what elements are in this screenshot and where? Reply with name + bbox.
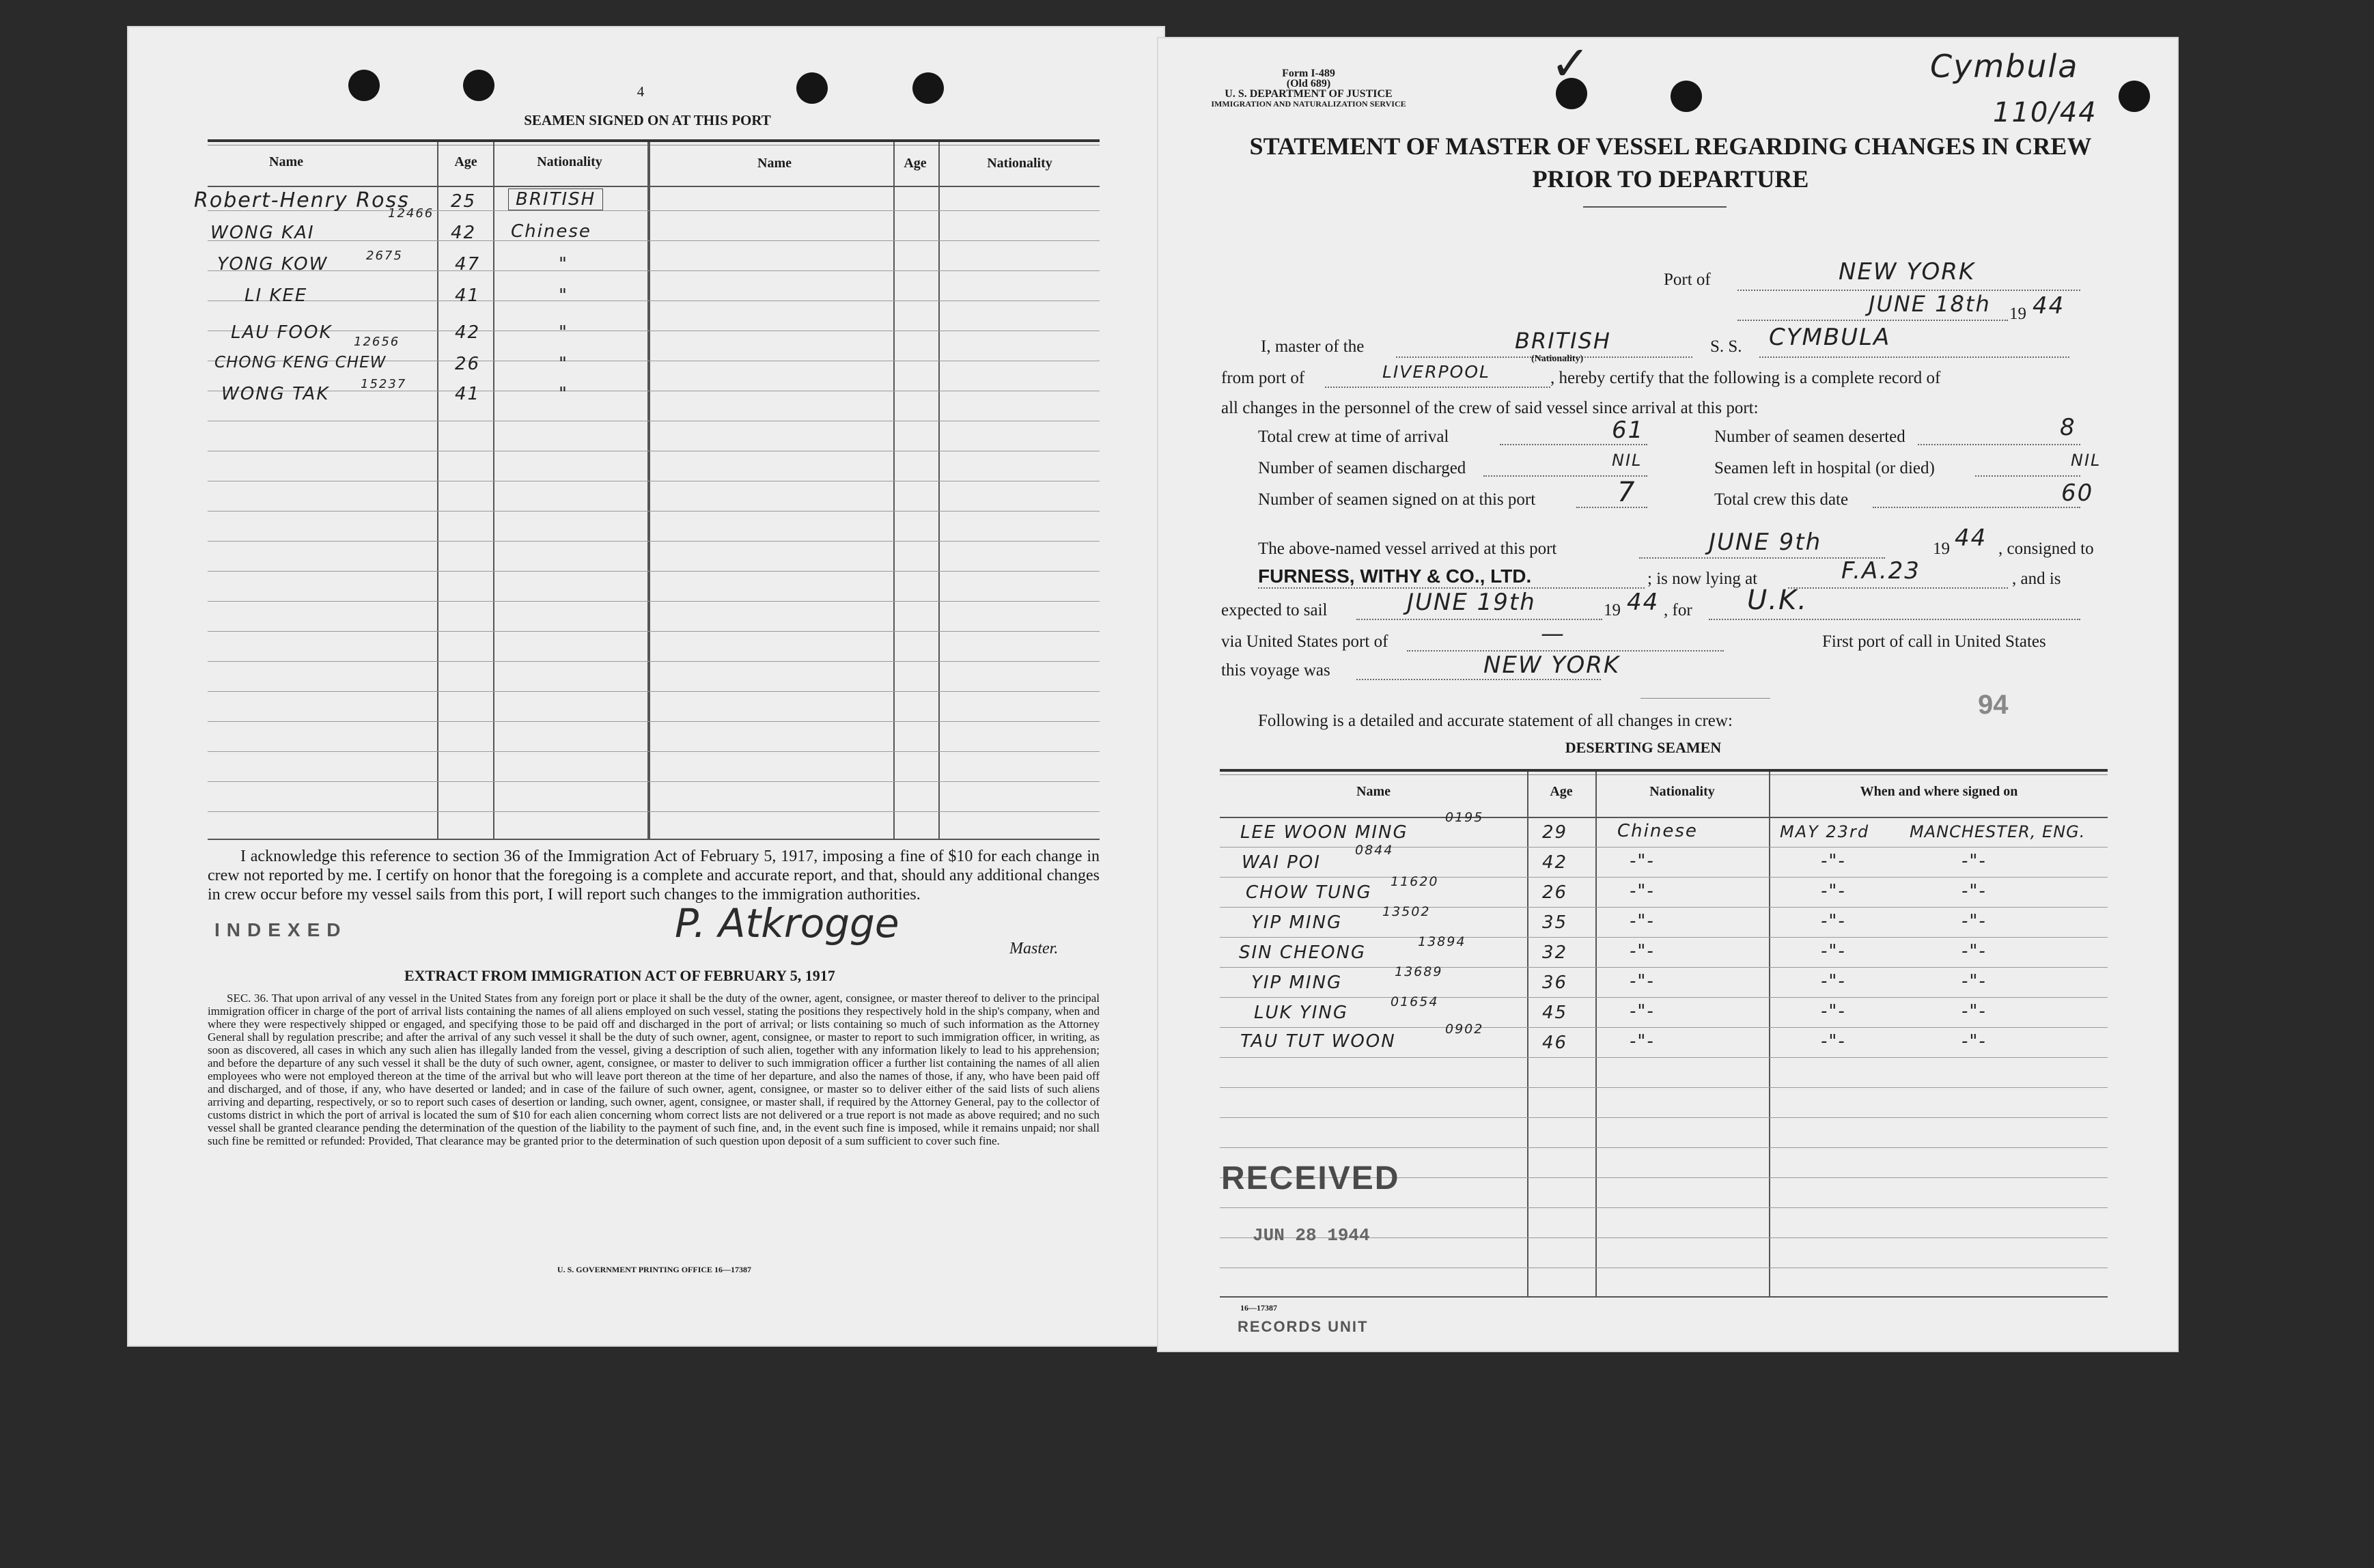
row-number: 0902 [1445,1022,1484,1037]
row-name: LUK YING [1254,1003,1348,1023]
records-unit: RECORDS UNIT [1238,1318,1369,1335]
row-number: 0844 [1355,843,1394,858]
row-age: 46 [1542,1033,1568,1053]
col-header-when-where: When and where signed on [1860,784,2018,799]
handwritten-code: 110/44 [1993,97,2097,128]
row-nationality: -"- [1630,971,1655,992]
row-when: -"- [1821,941,1846,962]
date-value: JUNE 18th [1869,291,1991,317]
year-value: 44 [2033,292,2065,320]
col-header-nationality: Nationality [537,154,602,169]
row-age: 25 [451,191,477,212]
row-name: WONG KAI [210,223,315,243]
row-age: 47 [455,254,481,275]
signed-on-title: SEAMEN SIGNED ON AT THIS PORT [524,112,771,128]
all-changes-text: all changes in the personnel of the crew of said vessel since arrival at this port: [1221,399,1759,417]
first-port-label: First port of call in United States [1822,632,2046,651]
row-nationality: Chinese [511,221,591,242]
consigned-label: , consigned to [1998,540,2094,558]
nationality-caption: (Nationality) [1531,354,1584,364]
row-nationality: " [559,322,568,343]
expected-year-prefix: 19 [1604,601,1621,619]
received-date: JUN 28 1944 [1253,1225,1370,1246]
acknowledgement-text: I acknowledge this reference to section 36 of the Immigration Act of February 5, 1917, imposing a fine of $10 for each change in crew not reported by me. I certify on honor that the foregoing is a complete and accurate report, and that, should any additional changes in crew occur before my vessel sails from this port, I will report such changes to the immigration authorities. [208,848,1100,904]
for-value: U.K. [1747,585,1808,616]
expected-label: expected to sail [1221,601,1328,619]
row-nationality: -"- [1630,881,1655,901]
row-nationality: -"- [1630,941,1655,962]
row-nationality: Chinese [1617,821,1698,841]
row-number: 12656 [354,335,400,349]
port-of-label: Port of [1664,270,1711,289]
row-number: 11620 [1391,874,1439,889]
row-age: 35 [1542,912,1568,933]
signed-on-value: 7 [1617,477,1636,508]
row-age: 42 [455,322,481,343]
and-is-label: , and is [2012,570,2061,588]
hospital-label: Seamen left in hospital (or died) [1714,459,1935,477]
master-label: Master. [1009,940,1059,957]
form-old: (Old 689) [1286,78,1331,89]
row-age: 36 [1542,972,1568,993]
col-header-name-2: Name [757,156,792,171]
punch-hole [463,70,494,101]
row-name: CHONG KENG CHEW [214,354,387,372]
row-when: -"- [1821,911,1846,932]
row-where: -"- [1961,911,1987,932]
hospital-value: NIL [2071,451,2101,470]
this-voyage-label: this voyage was [1221,661,1330,680]
lying-value: F.A.23 [1841,557,1921,585]
right-page [1158,38,2177,1351]
row-number: 15237 [361,377,407,391]
expected-value: JUNE 19th [1407,589,1536,616]
page-mark: 94 [1978,690,2009,720]
for-label: , for [1664,601,1692,619]
from-port-label: from port of [1221,369,1305,387]
arrived-value: JUNE 9th [1709,529,1822,556]
arrived-year: 44 [1955,524,1987,552]
expected-year: 44 [1627,589,1660,616]
extract-text: SEC. 36. That upon arrival of any vessel in the United States from any foreign port or place it shall be the duty of the owner, agent, consignee, or master thereof to deliver to the principal immigration officer in charge of the port of arrival lists containing the names of all aliens employed on such vessel, stating the positions they respectively hold in the ship's company, when and where they were respectively shipped or engaged, and specifying those to be paid off and discharged in the port of arrival; or lists containing so much of such information as the Attorney General shall by regulation prescribe; and after the arrival of any such vessel it shall be the duty of such owner, agent, consignee, or master to report to such immigration officer, in writing, as soon as discovered, all cases in which any such alien has illegally landed from the vessel, giving a description of such alien, together with any information likely to lead to his apprehension; and before the departure of any such vessel it shall be the duty of such owner, agent, consignee, or master to deliver to such immigration officer a further list containing the names of all alien employees who were not employed thereon at the time of the arrival but who will leave port thereon at the time of her departure, and also the names of those, if any, who have been paid off and discharged, and of those, if any, who have deserted or landed; and in case of the failure of such owner, agent, consignee, or master so to deliver either of the said lists of such aliens arriving and departing, respectively, or so to report such cases of desertion or landing, such owner, agent, consignee, or master shall, if required by the Attorney General, pay to the collector of customs district in which the port of arrival is located the sum of $10 for each alien concerning whom correct lists are not delivered or a true report is not made as above required; and no such vessel shall be granted clearance pending the determination of the question of the liability to the payment of such fine, and, in the event such fine is imposed, while it remains unpaid; nor shall such fine be remitted or refunded: Provided, That clearance may be granted prior to the determination of such question upon deposit of a sum sufficient to cover such fine. [208,992,1100,1147]
row-nationality: " [559,285,568,306]
deserted-value: 8 [2060,414,2076,441]
row-when: -"- [1821,1001,1846,1022]
punch-hole [2119,81,2150,112]
left-page [128,27,1164,1345]
row-number: 12466 [388,206,434,221]
col-header-age: Age [454,154,477,169]
row-age: 32 [1542,942,1568,963]
master-signature: P. Atkrogge [675,900,899,947]
nationality-value: BRITISH [1515,328,1611,354]
row-age: 41 [455,384,481,404]
deserted-label: Number of seamen deserted [1714,428,1905,446]
total-crew-arrival-label: Total crew at time of arrival [1258,428,1449,446]
consignee-value: FURNESS, WITHY & CO., LTD. [1258,565,1532,587]
row-when: -"- [1821,881,1846,901]
total-crew-date-value: 60 [2061,479,2094,507]
row-number: 2675 [366,249,403,263]
row-where: MANCHESTER, ENG. [1910,822,2086,841]
title-line-1: STATEMENT OF MASTER OF VESSEL REGARDING CHANGES IN CREW [1249,132,2092,160]
from-port-value: LIVERPOOL [1382,362,1490,382]
punch-hole [1671,81,1702,112]
row-when: MAY 23rd [1780,822,1870,841]
service: IMMIGRATION AND NATURALIZATION SERVICE [1211,99,1406,109]
row-nationality: -"- [1630,1001,1655,1022]
total-crew-arrival-value: 61 [1612,417,1645,444]
year-prefix: 19 [2009,305,2026,323]
department: U. S. DEPARTMENT OF JUSTICE [1225,88,1393,100]
row-where: -"- [1961,851,1987,871]
page-title [1213,130,2128,195]
printing-office: U. S. GOVERNMENT PRINTING OFFICE 16—17387 [557,1265,752,1274]
row-when: -"- [1821,851,1846,871]
row-name: LI KEE [245,285,308,306]
col-header-name: Name [269,154,303,169]
row-name: YIP MING [1251,972,1343,993]
row-age: 42 [1542,852,1568,873]
handwritten-vessel: Cymbula [1930,48,2079,85]
ss-value: CYMBULA [1769,324,1891,351]
via-label: via United States port of [1221,632,1388,651]
col-header-age-2: Age [904,156,927,171]
row-number: 13894 [1418,934,1466,949]
row-name: WAI POI [1242,852,1321,873]
form-header [1186,68,1432,109]
col-header-nationality: Nationality [1649,784,1715,799]
check-mark-icon: ✓ [1550,36,1592,92]
row-age: 42 [451,223,477,243]
master-of-the-label: I, master of the [1261,337,1365,356]
page-number: 4 [637,83,645,100]
col-header-age: Age [1550,784,1573,799]
row-age: 41 [455,285,481,306]
deserting-title: DESERTING SEAMEN [1565,739,1722,756]
row-name: YONG KOW [217,254,329,275]
form-code: 16—17387 [1240,1303,1277,1313]
certify-text: , hereby certify that the following is a complete record of [1550,369,1941,387]
row-name: CHOW TUNG [1246,882,1372,903]
received-stamp: RECEIVED [1221,1160,1400,1196]
following-label: Following is a detailed and accurate statement of all changes in crew: [1258,712,1733,730]
discharged-label: Number of seamen discharged [1258,459,1466,477]
row-nationality: BRITISH [508,188,603,210]
row-when: -"- [1821,1031,1846,1052]
row-age: 29 [1542,822,1568,843]
row-where: -"- [1961,1001,1987,1022]
row-number: 0195 [1445,810,1484,825]
extract-title: EXTRACT FROM IMMIGRATION ACT OF FEBRUARY 5, 1917 [404,967,835,984]
arrived-label: The above-named vessel arrived at this port [1258,540,1557,558]
row-nationality: " [559,384,568,404]
row-nationality: -"- [1630,851,1655,871]
row-name: Robert-Henry Ross [194,188,410,212]
row-where: -"- [1961,1031,1987,1052]
signed-on-label: Number of seamen signed on at this port [1258,490,1536,509]
this-voyage-value: NEW YORK [1483,652,1621,679]
row-nationality: -"- [1630,1031,1655,1052]
punch-hole [796,72,828,104]
col-header-name: Name [1356,784,1391,799]
row-name: TAU TUT WOON [1240,1031,1396,1052]
row-where: -"- [1961,941,1987,962]
indexed-stamp: INDEXED [214,919,348,940]
row-nationality: " [559,254,568,275]
row-name: LEE WOON MING [1240,822,1408,843]
punch-hole [912,72,944,104]
row-age: 26 [1542,882,1568,903]
title-line-2: PRIOR TO DEPARTURE [1532,165,1809,193]
row-number: 13502 [1382,904,1431,919]
arrived-year-prefix: 19 [1933,540,1950,558]
row-nationality: " [559,354,568,374]
total-crew-date-label: Total crew this date [1714,490,1849,509]
row-when: -"- [1821,971,1846,992]
punch-hole [348,70,380,101]
row-nationality: -"- [1630,911,1655,932]
discharged-value: NIL [1612,451,1643,470]
col-header-nationality-2: Nationality [987,156,1052,171]
row-number: 01654 [1391,994,1439,1009]
row-where: -"- [1961,971,1987,992]
row-name: SIN CHEONG [1239,942,1367,963]
row-age: 45 [1542,1003,1568,1023]
row-number: 13689 [1395,964,1443,979]
lying-label: ; is now lying at [1647,570,1758,588]
row-name: WONG TAK [221,384,330,404]
row-name: LAU FOOK [231,322,333,343]
row-where: -"- [1961,881,1987,901]
ss-label: S. S. [1710,337,1742,356]
row-age: 26 [455,354,481,374]
port-of-value: NEW YORK [1839,258,1976,285]
form-number: Form I-489 [1282,68,1335,79]
via-value: — [1541,620,1565,647]
row-name: YIP MING [1251,912,1343,933]
